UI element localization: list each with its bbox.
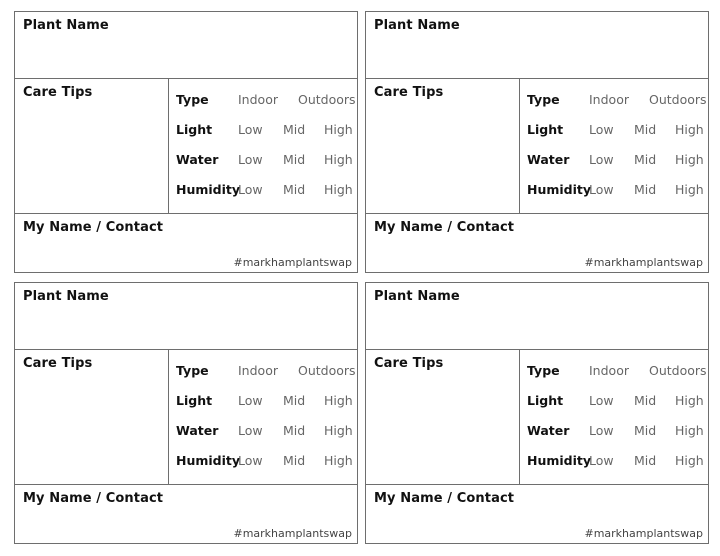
plant-card (365, 282, 709, 544)
type-option-indoor: Indoor (238, 92, 278, 107)
humidity-label: Humidity (527, 453, 592, 468)
contact-label: My Name / Contact (374, 491, 515, 506)
light-label: Light (527, 122, 564, 137)
water-option-low: Low (589, 152, 614, 167)
plant-name-section (366, 283, 708, 350)
light-option-high: High (675, 393, 704, 408)
humidity-option-high: High (675, 453, 704, 468)
plant-name-section (15, 283, 357, 350)
plant-card (14, 11, 358, 273)
humidity-option-high: High (324, 453, 353, 468)
light-label: Light (176, 393, 213, 408)
water-option-low: Low (238, 152, 263, 167)
type-option-outdoors: Outdoors (649, 92, 707, 107)
water-option-low: Low (589, 423, 614, 438)
care-tips-label: Care Tips (23, 85, 93, 100)
plant-name-label: Plant Name (23, 289, 109, 304)
humidity-option-mid: Mid (634, 182, 657, 197)
hashtag: #markhamplantswap (584, 256, 703, 269)
humidity-label: Humidity (176, 182, 241, 197)
care-tips-section (15, 350, 357, 485)
water-option-mid: Mid (283, 152, 306, 167)
light-option-low: Low (238, 122, 263, 137)
type-label: Type (527, 92, 560, 107)
light-label: Light (176, 122, 213, 137)
plant-name-label: Plant Name (374, 289, 460, 304)
contact-section (15, 214, 357, 272)
humidity-option-mid: Mid (283, 182, 306, 197)
water-label: Water (176, 423, 219, 438)
humidity-option-low: Low (589, 182, 614, 197)
water-label: Water (527, 152, 570, 167)
care-tips-divider (168, 350, 169, 484)
type-option-outdoors: Outdoors (298, 363, 356, 378)
care-tips-section (366, 79, 708, 214)
plant-card (14, 282, 358, 544)
water-option-mid: Mid (634, 152, 657, 167)
care-tips-section (15, 79, 357, 214)
light-option-high: High (675, 122, 704, 137)
light-option-low: Low (589, 393, 614, 408)
water-option-high: High (324, 423, 353, 438)
water-label: Water (176, 152, 219, 167)
hashtag: #markhamplantswap (584, 527, 703, 540)
contact-label: My Name / Contact (23, 491, 164, 506)
contact-label: My Name / Contact (23, 220, 164, 235)
type-option-outdoors: Outdoors (298, 92, 356, 107)
contact-label: My Name / Contact (374, 220, 515, 235)
humidity-option-low: Low (238, 453, 263, 468)
humidity-option-mid: Mid (283, 453, 306, 468)
water-option-high: High (324, 152, 353, 167)
care-tips-divider (519, 79, 520, 213)
water-option-high: High (675, 423, 704, 438)
light-option-low: Low (589, 122, 614, 137)
plant-name-section (366, 12, 708, 79)
light-option-mid: Mid (634, 122, 657, 137)
type-label: Type (176, 363, 209, 378)
care-tips-label: Care Tips (374, 356, 444, 371)
humidity-label: Humidity (176, 453, 241, 468)
light-option-low: Low (238, 393, 263, 408)
humidity-option-high: High (324, 182, 353, 197)
plant-name-section (15, 12, 357, 79)
humidity-option-mid: Mid (634, 453, 657, 468)
plant-name-label: Plant Name (23, 18, 109, 33)
water-option-mid: Mid (283, 423, 306, 438)
type-label: Type (527, 363, 560, 378)
type-option-outdoors: Outdoors (649, 363, 707, 378)
type-option-indoor: Indoor (238, 363, 278, 378)
hashtag: #markhamplantswap (233, 527, 352, 540)
humidity-option-high: High (675, 182, 704, 197)
hashtag: #markhamplantswap (233, 256, 352, 269)
light-option-mid: Mid (283, 122, 306, 137)
care-tips-divider (168, 79, 169, 213)
water-label: Water (527, 423, 570, 438)
light-option-high: High (324, 122, 353, 137)
type-option-indoor: Indoor (589, 363, 629, 378)
humidity-option-low: Low (238, 182, 263, 197)
light-option-mid: Mid (283, 393, 306, 408)
light-option-mid: Mid (634, 393, 657, 408)
contact-section (15, 485, 357, 543)
type-label: Type (176, 92, 209, 107)
plant-card (365, 11, 709, 273)
care-tips-section (366, 350, 708, 485)
water-option-mid: Mid (634, 423, 657, 438)
care-tips-divider (519, 350, 520, 484)
humidity-option-low: Low (589, 453, 614, 468)
contact-section (366, 214, 708, 272)
type-option-indoor: Indoor (589, 92, 629, 107)
water-option-low: Low (238, 423, 263, 438)
light-option-high: High (324, 393, 353, 408)
care-tips-label: Care Tips (374, 85, 444, 100)
water-option-high: High (675, 152, 704, 167)
care-tips-label: Care Tips (23, 356, 93, 371)
humidity-label: Humidity (527, 182, 592, 197)
contact-section (366, 485, 708, 543)
light-label: Light (527, 393, 564, 408)
plant-name-label: Plant Name (374, 18, 460, 33)
